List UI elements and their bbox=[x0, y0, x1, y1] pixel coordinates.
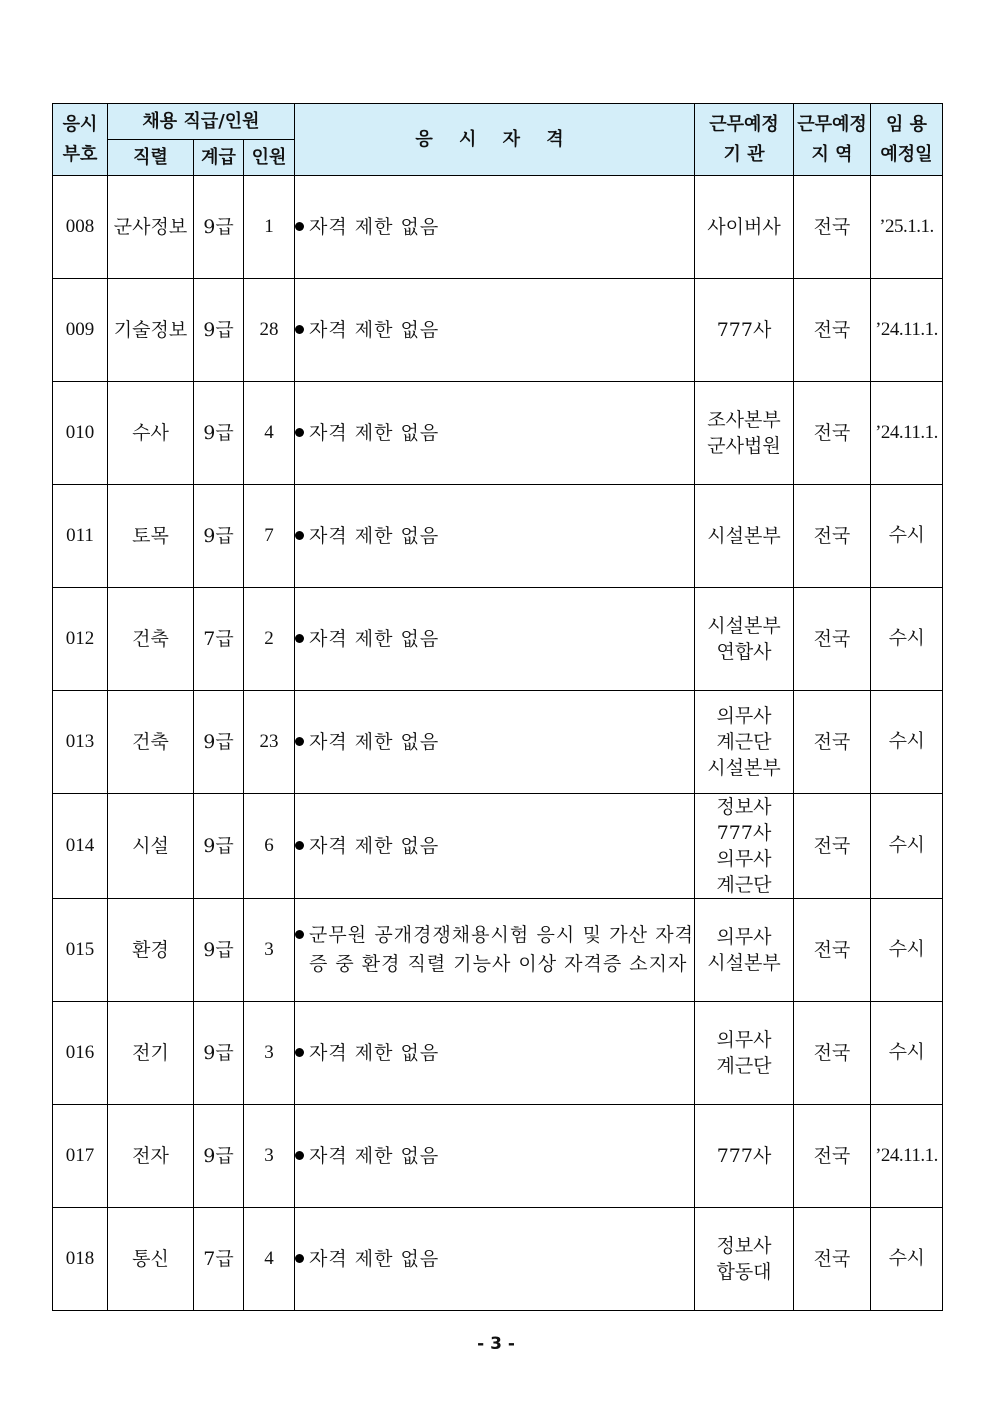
grade-cell: 7급 bbox=[194, 588, 244, 691]
appointment-date-cell: ’24.11.1. bbox=[871, 382, 943, 485]
grade-cell: 9급 bbox=[194, 279, 244, 382]
header-headcount: 인원 bbox=[244, 140, 295, 176]
appointment-date-cell: 수시 bbox=[871, 1208, 943, 1311]
qualification-cell bbox=[295, 588, 695, 691]
agency-cell bbox=[695, 794, 794, 899]
header-appointment-date: 임 용 예정일 bbox=[871, 104, 943, 176]
qualification-text: 군무원 공개경쟁채용시험 응시 및 가산 자격증 중 환경 직렬 기능사 이상 자격증 소지자 bbox=[309, 924, 694, 975]
qualification-cell bbox=[295, 176, 695, 279]
bullet-icon bbox=[295, 634, 304, 643]
page-number: - 3 - bbox=[477, 1334, 515, 1354]
table-row bbox=[53, 1105, 943, 1208]
bullet-icon bbox=[295, 841, 304, 850]
appointment-date-cell: 수시 bbox=[871, 588, 943, 691]
headcount-cell: 4 bbox=[244, 1208, 295, 1311]
exam-number-cell: 018 bbox=[53, 1208, 108, 1311]
grade-cell: 9급 bbox=[194, 691, 244, 794]
bullet-icon bbox=[295, 1254, 304, 1263]
headcount-cell: 6 bbox=[244, 794, 295, 899]
agency-line: 의무사 bbox=[716, 926, 772, 948]
bullet-icon bbox=[295, 1048, 304, 1057]
job-series-cell: 토목 bbox=[108, 485, 194, 588]
job-series-cell: 통신 bbox=[108, 1208, 194, 1311]
qualification-text: 자격 제한 없음 bbox=[309, 1144, 440, 1167]
header-job-series: 직렬 bbox=[108, 140, 194, 176]
grade-cell: 9급 bbox=[194, 1002, 244, 1105]
qualification-cell bbox=[295, 899, 695, 1002]
table-row bbox=[53, 588, 943, 691]
qualification-cell bbox=[295, 1105, 695, 1208]
agency-line: 777사 bbox=[716, 822, 772, 844]
agency-line: 의무사 bbox=[716, 705, 772, 727]
headcount-cell: 28 bbox=[244, 279, 295, 382]
qualification-text: 자격 제한 없음 bbox=[309, 421, 440, 444]
agency-line: 정보사 bbox=[716, 1235, 772, 1257]
header-region: 근무예정 지 역 bbox=[794, 104, 871, 176]
table-row bbox=[53, 485, 943, 588]
qualification-cell bbox=[295, 1002, 695, 1105]
region-cell: 전국 bbox=[794, 794, 871, 899]
agency-cell bbox=[695, 899, 794, 1002]
agency-line: 시설본부 bbox=[707, 525, 781, 547]
headcount-cell: 3 bbox=[244, 1002, 295, 1105]
appointment-date-cell: 수시 bbox=[871, 485, 943, 588]
agency-line: 조사본부 bbox=[707, 409, 781, 431]
region-cell: 전국 bbox=[794, 485, 871, 588]
region-cell: 전국 bbox=[794, 691, 871, 794]
agency-line: 계근단 bbox=[716, 874, 772, 896]
job-series-cell: 수사 bbox=[108, 382, 194, 485]
agency-cell bbox=[695, 1002, 794, 1105]
exam-number-cell: 016 bbox=[53, 1002, 108, 1105]
table-body bbox=[53, 176, 943, 1311]
appointment-date-cell: ’24.11.1. bbox=[871, 1105, 943, 1208]
agency-line: 시설본부 bbox=[707, 757, 781, 779]
bullet-icon bbox=[295, 930, 304, 939]
appointment-date-cell: 수시 bbox=[871, 794, 943, 899]
job-series-cell: 시설 bbox=[108, 794, 194, 899]
region-cell: 전국 bbox=[794, 1208, 871, 1311]
qualification-text: 자격 제한 없음 bbox=[309, 730, 440, 753]
agency-line: 의무사 bbox=[716, 848, 772, 870]
agency-line: 사이버사 bbox=[707, 216, 781, 238]
qualification-text: 자격 제한 없음 bbox=[309, 627, 440, 650]
exam-number-cell: 017 bbox=[53, 1105, 108, 1208]
header-agency: 근무예정 기 관 bbox=[695, 104, 794, 176]
agency-line: 계근단 bbox=[716, 1055, 772, 1077]
job-series-cell: 기술정보 bbox=[108, 279, 194, 382]
agency-line: 합동대 bbox=[716, 1261, 772, 1283]
recruitment-table bbox=[52, 103, 943, 1311]
grade-cell: 7급 bbox=[194, 1208, 244, 1311]
grade-cell: 9급 bbox=[194, 794, 244, 899]
qualification-text: 자격 제한 없음 bbox=[309, 215, 440, 238]
table-row bbox=[53, 176, 943, 279]
headcount-cell: 4 bbox=[244, 382, 295, 485]
agency-cell bbox=[695, 691, 794, 794]
appointment-date-cell: 수시 bbox=[871, 691, 943, 794]
exam-number-cell: 010 bbox=[53, 382, 108, 485]
header-recruit-group: 채용 직급/인원 bbox=[108, 104, 295, 140]
header-exam-number: 응시 부호 bbox=[53, 104, 108, 176]
table-row bbox=[53, 794, 943, 899]
agency-line: 777사 bbox=[716, 319, 772, 341]
headcount-cell: 23 bbox=[244, 691, 295, 794]
appointment-date-cell: 수시 bbox=[871, 1002, 943, 1105]
agency-line: 연합사 bbox=[716, 641, 772, 663]
agency-cell bbox=[695, 1208, 794, 1311]
headcount-cell: 3 bbox=[244, 899, 295, 1002]
appointment-date-cell: ’25.1.1. bbox=[871, 176, 943, 279]
appointment-date-cell: 수시 bbox=[871, 899, 943, 1002]
qualification-text: 자격 제한 없음 bbox=[309, 834, 440, 857]
qualification-cell bbox=[295, 485, 695, 588]
job-series-cell: 건축 bbox=[108, 691, 194, 794]
agency-line: 계근단 bbox=[716, 731, 772, 753]
headcount-cell: 7 bbox=[244, 485, 295, 588]
qualification-text: 자격 제한 없음 bbox=[309, 524, 440, 547]
region-cell: 전국 bbox=[794, 176, 871, 279]
agency-line: 의무사 bbox=[716, 1029, 772, 1051]
grade-cell: 9급 bbox=[194, 176, 244, 279]
headcount-cell: 1 bbox=[244, 176, 295, 279]
job-series-cell: 환경 bbox=[108, 899, 194, 1002]
bullet-icon bbox=[295, 1151, 304, 1160]
header-grade: 계급 bbox=[194, 140, 244, 176]
exam-number-cell: 009 bbox=[53, 279, 108, 382]
grade-cell: 9급 bbox=[194, 1105, 244, 1208]
qualification-cell bbox=[295, 794, 695, 899]
table-row bbox=[53, 899, 943, 1002]
table-row bbox=[53, 691, 943, 794]
bullet-icon bbox=[295, 531, 304, 540]
exam-number-cell: 011 bbox=[53, 485, 108, 588]
qualification-text: 자격 제한 없음 bbox=[309, 318, 440, 341]
agency-cell bbox=[695, 485, 794, 588]
qualification-cell bbox=[295, 382, 695, 485]
agency-cell bbox=[695, 1105, 794, 1208]
agency-line: 777사 bbox=[716, 1145, 772, 1167]
agency-cell bbox=[695, 588, 794, 691]
region-cell: 전국 bbox=[794, 1105, 871, 1208]
appointment-date-cell: ’24.11.1. bbox=[871, 279, 943, 382]
region-cell: 전국 bbox=[794, 588, 871, 691]
table-row bbox=[53, 1002, 943, 1105]
exam-number-cell: 014 bbox=[53, 794, 108, 899]
table-row bbox=[53, 382, 943, 485]
exam-number-cell: 008 bbox=[53, 176, 108, 279]
qualification-cell bbox=[295, 279, 695, 382]
grade-cell: 9급 bbox=[194, 382, 244, 485]
headcount-cell: 2 bbox=[244, 588, 295, 691]
job-series-cell: 군사정보 bbox=[108, 176, 194, 279]
qualification-cell bbox=[295, 691, 695, 794]
region-cell: 전국 bbox=[794, 382, 871, 485]
agency-cell bbox=[695, 279, 794, 382]
qualification-text: 자격 제한 없음 bbox=[309, 1247, 440, 1270]
agency-line: 시설본부 bbox=[707, 952, 781, 974]
headcount-cell: 3 bbox=[244, 1105, 295, 1208]
region-cell: 전국 bbox=[794, 1002, 871, 1105]
agency-cell bbox=[695, 176, 794, 279]
grade-cell: 9급 bbox=[194, 899, 244, 1002]
exam-number-cell: 015 bbox=[53, 899, 108, 1002]
agency-line: 시설본부 bbox=[707, 615, 781, 637]
header-qualification: 응 시 자 격 bbox=[295, 104, 695, 176]
exam-number-cell: 012 bbox=[53, 588, 108, 691]
qualification-cell bbox=[295, 1208, 695, 1311]
job-series-cell: 전기 bbox=[108, 1002, 194, 1105]
table-row bbox=[53, 1208, 943, 1311]
region-cell: 전국 bbox=[794, 279, 871, 382]
agency-line: 군사법원 bbox=[707, 435, 781, 457]
job-series-cell: 전자 bbox=[108, 1105, 194, 1208]
bullet-icon bbox=[295, 222, 304, 231]
region-cell: 전국 bbox=[794, 899, 871, 1002]
agency-cell bbox=[695, 382, 794, 485]
grade-cell: 9급 bbox=[194, 485, 244, 588]
job-series-cell: 건축 bbox=[108, 588, 194, 691]
table-row bbox=[53, 279, 943, 382]
bullet-icon bbox=[295, 737, 304, 746]
bullet-icon bbox=[295, 428, 304, 437]
agency-line: 정보사 bbox=[716, 796, 772, 818]
qualification-text: 자격 제한 없음 bbox=[309, 1041, 440, 1064]
bullet-icon bbox=[295, 325, 304, 334]
exam-number-cell: 013 bbox=[53, 691, 108, 794]
